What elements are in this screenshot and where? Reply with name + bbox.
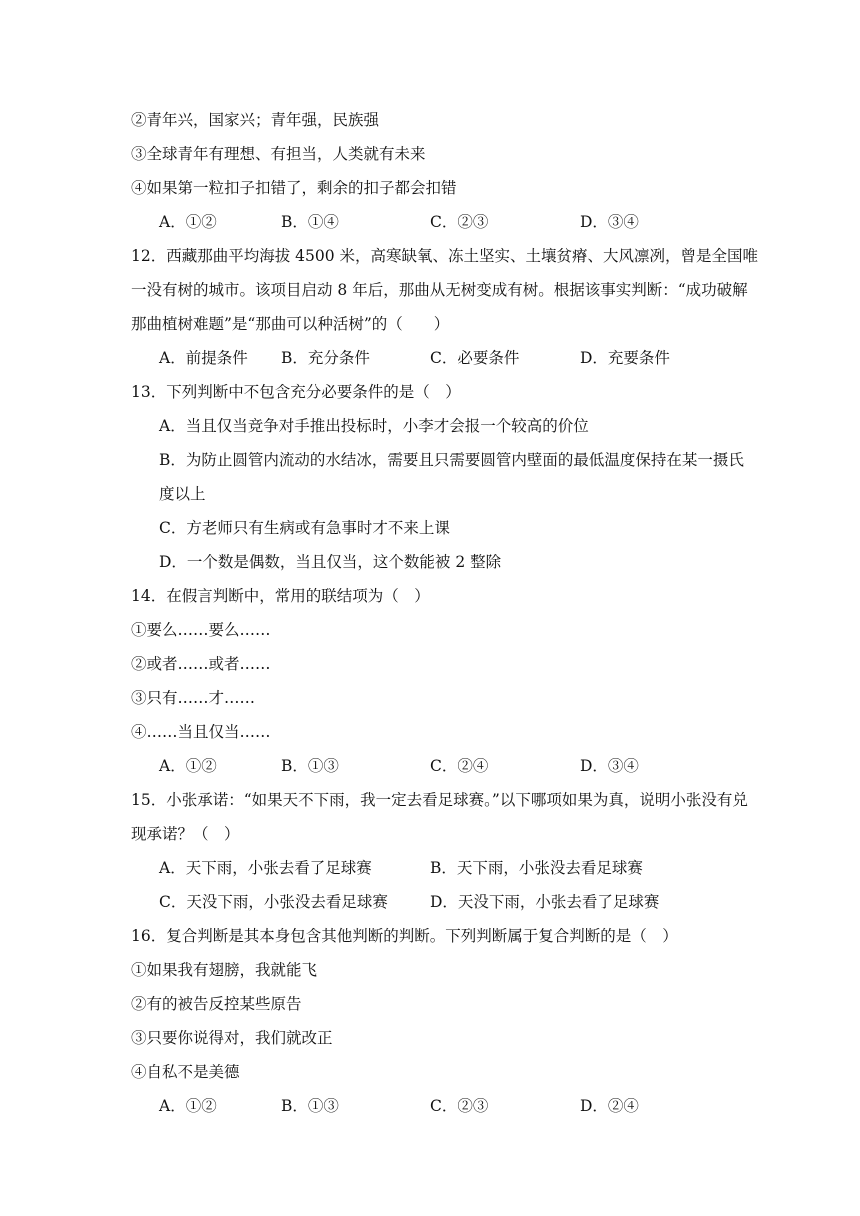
q13-option-b: B．为防止圆管内流动的水结冰，需要且只需要圆管内壁面的最低温度保持在某一摄氏	[159, 451, 744, 469]
q16-item-1: ①如果我有翅膀，我就能飞	[131, 961, 318, 979]
q12-option-d: D．充要条件	[580, 349, 670, 367]
q16-option-a: A．①②	[159, 1097, 217, 1115]
q14-item-2: ②或者……或者……	[131, 655, 271, 673]
q16-option-c: C．②③	[430, 1097, 489, 1115]
q15-option-d: D．天没下雨，小张去看了足球赛	[430, 893, 660, 911]
q12-stem-line-3: 那曲植树难题”是“那曲可以种活树”的（ ）	[131, 315, 450, 333]
q14-stem: 14．在假言判断中，常用的联结项为（ ）	[131, 587, 430, 605]
q16-item-2: ②有的被告反控某些原告	[131, 995, 302, 1013]
q16-stem: 16．复合判断是其本身包含其他判断的判断。下列判断属于复合判断的是（ ）	[131, 927, 678, 945]
q11-option-c: C．②③	[430, 213, 489, 231]
q16-item-4: ④自私不是美德	[131, 1063, 240, 1081]
q13-option-b-cont: 度以上	[159, 485, 206, 503]
q15-option-c: C．天没下雨，小张没去看足球赛	[159, 893, 388, 911]
q11-option-d: D．③④	[580, 213, 639, 231]
q11-item-2: ②青年兴，国家兴；青年强，民族强	[131, 111, 380, 129]
q15-option-a: A．天下雨，小张去看了足球赛	[159, 859, 372, 877]
q13-option-a: A．当且仅当竞争对手推出投标时，小李才会报一个较高的价位	[159, 417, 589, 435]
q14-item-1: ①要么……要么……	[131, 621, 271, 639]
q14-option-c: C．②④	[430, 757, 489, 775]
q11-option-b: B．①④	[281, 213, 339, 231]
q16-option-b: B．①③	[281, 1097, 339, 1115]
q12-option-c: C．必要条件	[430, 349, 520, 367]
q14-option-b: B．①③	[281, 757, 339, 775]
q14-item-3: ③只有……才……	[131, 689, 256, 707]
q14-option-a: A．①②	[159, 757, 217, 775]
q12-stem-line-2: 一没有树的城市。该项目启动 8 年后，那曲从无树变成有树。根据该事实判断：“成功破解	[131, 281, 748, 299]
q16-option-d: D．②④	[580, 1097, 639, 1115]
q15-stem-line-1: 15．小张承诺：“如果天不下雨，我一定去看足球赛。”以下哪项如果为真，说明小张没有兑	[131, 791, 748, 809]
q15-option-b: B．天下雨，小张没去看足球赛	[430, 859, 643, 877]
q11-option-a: A．①②	[159, 213, 217, 231]
q13-option-c: C．方老师只有生病或有急事时才不来上课	[159, 519, 450, 537]
q14-option-d: D．③④	[580, 757, 639, 775]
q14-item-4: ④……当且仅当……	[131, 723, 271, 741]
q11-item-3: ③全球青年有理想、有担当，人类就有未来	[131, 145, 426, 163]
q12-option-a: A．前提条件	[159, 349, 248, 367]
q12-stem-line-1: 12．西藏那曲平均海拔 4500 米，高寒缺氧、冻土坚实、土壤贫瘠、大风凛冽，曾是全国唯	[131, 247, 759, 265]
q12-option-b: B．充分条件	[281, 349, 370, 367]
q15-stem-line-2: 现承诺？（ ）	[131, 825, 240, 843]
q13-stem: 13．下列判断中不包含充分必要条件的是（ ）	[131, 383, 461, 401]
q11-item-4: ④如果第一粒扣子扣错了，剩余的扣子都会扣错	[131, 179, 457, 197]
q16-item-3: ③只要你说得对，我们就改正	[131, 1029, 333, 1047]
q13-option-d: D．一个数是偶数，当且仅当，这个数能被 2 整除	[159, 553, 502, 571]
